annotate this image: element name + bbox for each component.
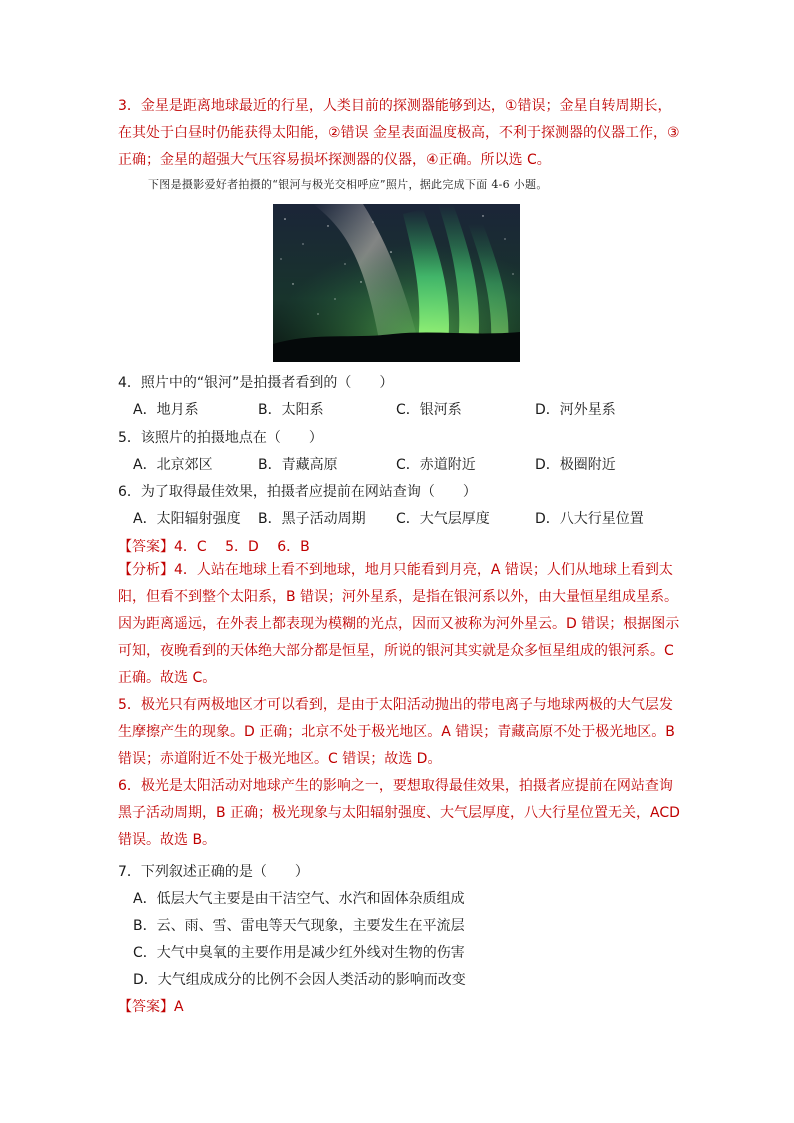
answer-7 — [118, 996, 184, 1016]
analysis-line: 6．极光是太阳活动对地球产生的影响之一，要想取得最佳效果，拍摄者应提前在网站查询 — [118, 778, 673, 794]
q3-explanation-line: 在其处于白昼时仍能获得太阳能，②错误 金星表面温度极高，不利于探测器的仪器工作，③ — [118, 125, 680, 141]
question-6-option-a: A．太阳辐射强度 — [133, 511, 241, 527]
answer-text: 4．C 5．D 6．B — [174, 539, 310, 555]
q3-explanation-line: 3．金星是距离地球最近的行星，人类目前的探测器能够到达，①错误；金星自转周期长， — [118, 98, 672, 114]
question-4-option-c: C．银河系 — [396, 402, 462, 418]
analysis-line: 因为距离遥远，在外表上都表现为模糊的光点，因而又被称为河外星云。D 错误；根据图示 — [118, 616, 680, 632]
analysis-line: 生摩擦产生的现象。D 正确；北京不处于极光地区。A 错误；青藏高原不处于极光地区。B — [118, 724, 675, 740]
question-4-option-a: A．地月系 — [133, 402, 199, 418]
analysis-line: 阳，但看不到整个太阳系，B 错误；河外星系，是指在银河系以外，由大量恒星组成星系。 — [118, 589, 679, 605]
question-7-stem: 7．下列叙述正确的是（ ） — [118, 864, 309, 880]
question-6-stem: 6．为了取得最佳效果，拍摄者应提前在网站查询（ ） — [118, 484, 477, 500]
question-5-stem: 5．该照片的拍摄地点在（ ） — [118, 430, 323, 446]
photo-caption: 下图是摄影爱好者拍摄的“银河与极光交相呼应”照片，据此完成下面 4-6 小题。 — [148, 178, 548, 191]
answer-tag: 【答案】 — [118, 539, 174, 555]
analysis-line: 错误；赤道附近不处于极光地区。C 错误；故选 D。 — [118, 751, 442, 767]
answer-4-6 — [118, 536, 310, 556]
analysis-p1-text: 4．人站在地球上看不到地球，地月只能看到月亮，A 错误；人们从地球上看到太 — [174, 562, 673, 578]
question-4-stem: 4．照片中的“银河”是拍摄者看到的（ ） — [118, 375, 394, 391]
question-7-option-a: A．低层大气主要是由干洁空气、水汽和固体杂质组成 — [133, 891, 465, 907]
question-5-option-a: A．北京郊区 — [133, 457, 213, 473]
q3-explanation — [118, 93, 678, 174]
analysis-line — [118, 557, 678, 584]
question-5-option-c: C．赤道附近 — [396, 457, 476, 473]
question-7-option-b: B．云、雨、雪、雷电等天气现象，主要发生在平流层 — [133, 918, 465, 934]
analysis — [118, 557, 678, 854]
answer-tag: 【答案】 — [118, 999, 174, 1015]
question-4-option-b: B．太阳系 — [258, 402, 324, 418]
answer-text: A — [174, 999, 184, 1015]
analysis-line: 可知，夜晚看到的天体绝大部分都是恒星，所说的银河其实就是众多恒星组成的银河系。C — [118, 643, 674, 659]
aurora-milky-way-photo — [273, 204, 520, 362]
analysis-line: 5．极光只有两极地区才可以看到，是由于太阳活动抛出的带电离子与地球两极的大气层发 — [118, 697, 673, 713]
analysis-line: 正确。故选 C。 — [118, 670, 217, 686]
question-7-option-d: D．大气组成成分的比例不会因人类活动的影响而改变 — [133, 972, 466, 988]
analysis-line: 黑子活动周期，B 正确；极光现象与太阳辐射强度、大气层厚度，八大行星位置无关，ACD — [118, 805, 680, 821]
q3-explanation-line: 正确；金星的超强大气压容易损坏探测器的仪器，④正确。所以选 C。 — [118, 152, 551, 168]
question-4-option-d: D．河外星系 — [535, 402, 616, 418]
question-6-option-d: D．八大行星位置 — [535, 511, 644, 527]
question-6-option-c: C．大气层厚度 — [396, 511, 490, 527]
question-5-option-b: B．青藏高原 — [258, 457, 338, 473]
analysis-line: 错误。故选 B。 — [118, 832, 217, 848]
question-6-option-b: B．黑子活动周期 — [258, 511, 366, 527]
analysis-tag: 【分析】 — [118, 562, 174, 578]
question-5-option-d: D．极圈附近 — [535, 457, 616, 473]
question-7-option-c: C．大气中臭氧的主要作用是减少红外线对生物的伤害 — [133, 945, 465, 961]
